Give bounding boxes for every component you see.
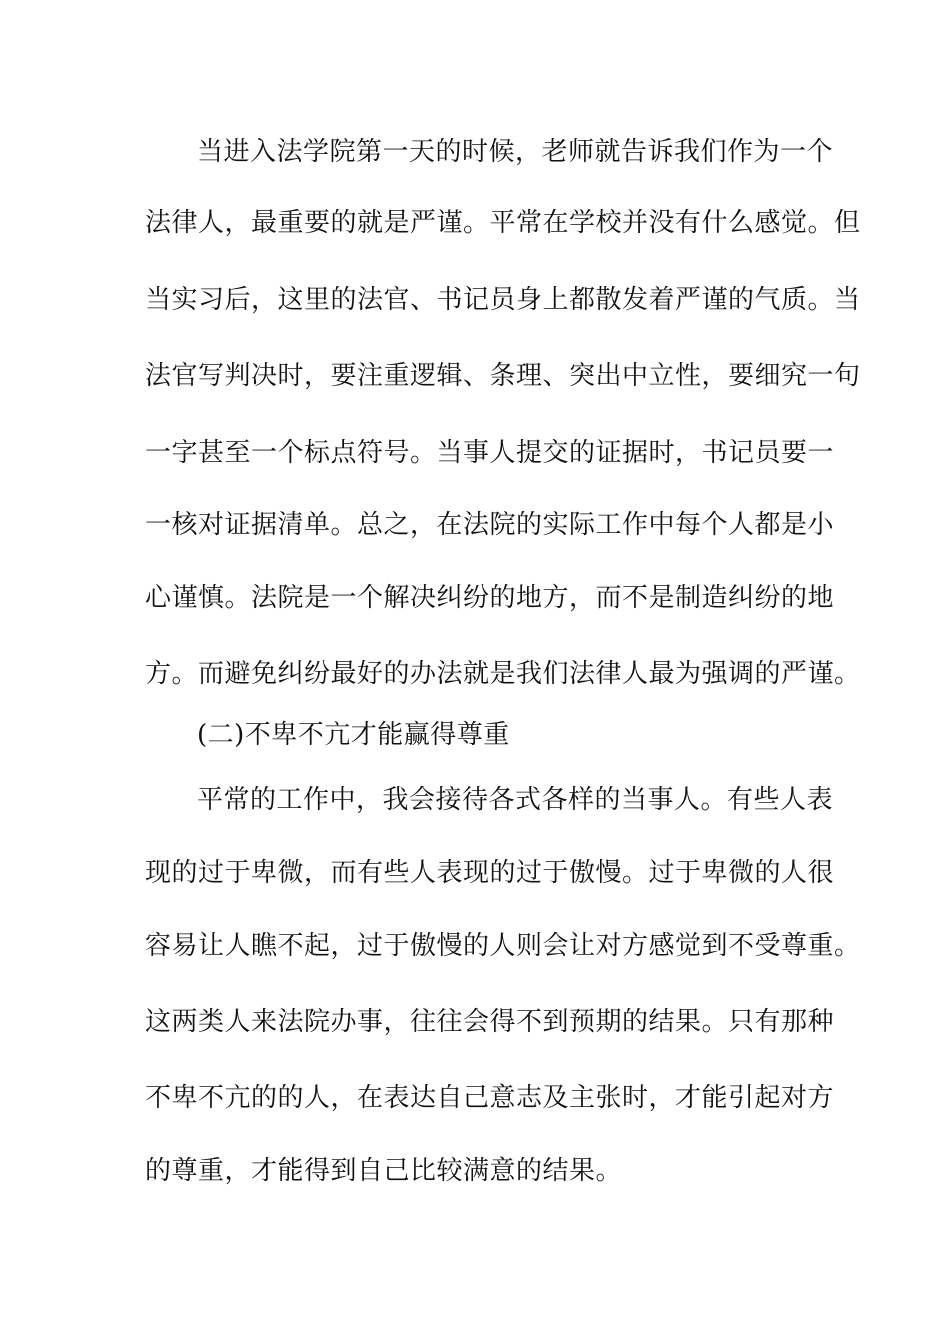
paragraph-1-line-1: 当进入法学院第一天的时候，老师就告诉我们作为一个 <box>197 137 834 167</box>
paragraph-2-line-6: 的尊重，才能得到自己比较满意的结果。 <box>145 1156 623 1186</box>
paragraph-1-line-6: 一核对证据清单。总之，在法院的实际工作中每个人都是小 <box>145 510 835 540</box>
paragraph-2-line-3: 容易让人瞧不起，过于傲慢的人则会让对方感觉到不受尊重。 <box>145 931 861 961</box>
paragraph-1-line-8: 方。而避免纠纷最好的办法就是我们法律人最为强调的严谨。 <box>145 659 861 689</box>
paragraph-2-line-5: 不卑不亢的的人，在表达自己意志及主张时，才能引起对方 <box>145 1083 835 1113</box>
paragraph-1-line-3: 当实习后，这里的法官、书记员身上都散发着严谨的气质。当 <box>145 285 861 315</box>
paragraph-1-line-7: 心谨慎。法院是一个解决纠纷的地方，而不是制造纠纷的地 <box>145 583 835 613</box>
paragraph-1-line-4: 法官写判决时，要注重逻辑、条理、突出中立性，要细究一句 <box>145 361 861 391</box>
section-heading: (二)不卑不亢才能赢得尊重 <box>197 720 510 750</box>
paragraph-2-line-4: 这两类人来法院办事，往往会得不到预期的结果。只有那种 <box>145 1007 835 1037</box>
paragraph-2-line-1: 平常的工作中，我会接待各式各样的当事人。有些人表 <box>197 785 834 815</box>
paragraph-1-line-2: 法律人，最重要的就是严谨。平常在学校并没有什么感觉。但 <box>145 208 861 238</box>
paragraph-2-line-2: 现的过于卑微，而有些人表现的过于傲慢。过于卑微的人很 <box>145 858 835 888</box>
paragraph-1-line-5: 一字甚至一个标点符号。当事人提交的证据时，书记员要一 <box>145 438 835 468</box>
